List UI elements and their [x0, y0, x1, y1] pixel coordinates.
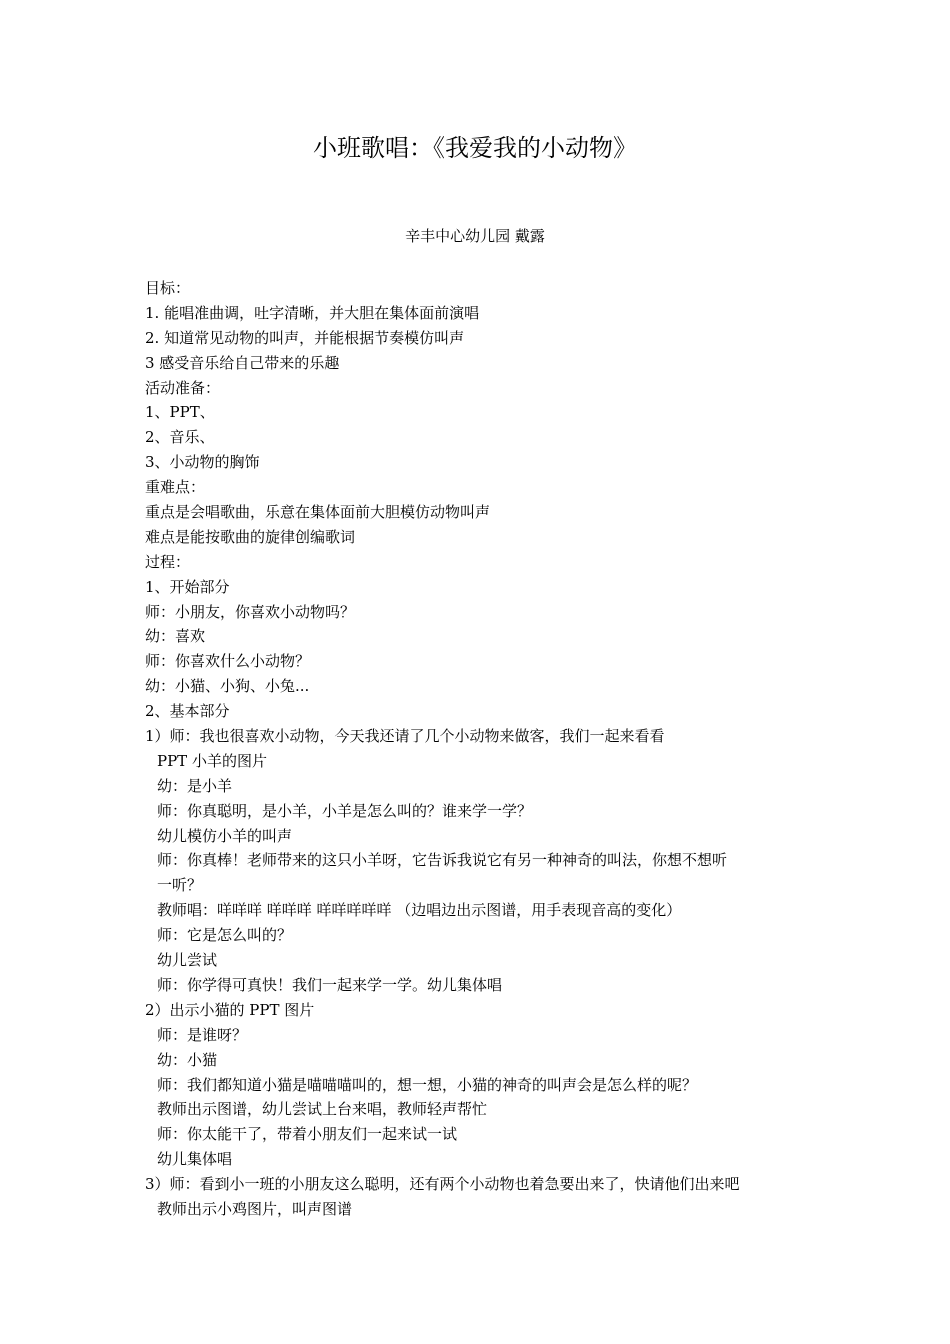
body-line: 2、音乐、	[145, 428, 215, 447]
body-line: 师：我们都知道小猫是喵喵喵叫的，想一想，小猫的神奇的叫声会是怎么样的呢？	[157, 1075, 698, 1094]
body-line: 1、PPT、	[145, 403, 215, 422]
body-line: 师：是谁呀？	[157, 1025, 248, 1044]
body-line: 教师出示小鸡图片，叫声图谱	[157, 1199, 353, 1218]
body-line: 2）出示小猫的 PPT 图片	[145, 1000, 315, 1019]
body-line: 教师唱：咩咩咩 咩咩咩 咩咩咩咩咩 （边唱边出示图谱，用手表现音高的变化）	[157, 901, 682, 920]
body-line: 师：你喜欢什么小动物？	[145, 652, 311, 671]
body-line: 一听？	[157, 876, 203, 895]
body-line: 幼儿模仿小羊的叫声	[157, 826, 293, 845]
body-line: 目标：	[145, 279, 191, 297]
body-line: 1. 能唱准曲调，吐字清晰，并大胆在集体面前演唱	[145, 303, 480, 322]
document-body	[145, 276, 825, 1222]
document-author: 辛丰中心幼儿园 戴露	[405, 227, 545, 245]
body-line: 重点是会唱歌曲，乐意在集体面前大胆模仿动物叫声	[145, 503, 491, 522]
body-line: PPT 小羊的图片	[157, 751, 267, 770]
body-line: 幼：小猫	[157, 1050, 218, 1069]
body-line: 幼儿集体唱	[157, 1150, 233, 1169]
body-line: 2. 知道常见动物的叫声，并能根据节奏模仿叫声	[145, 328, 465, 347]
body-line: 活动准备：	[145, 378, 221, 397]
body-line: 师：你真聪明，是小羊，小羊是怎么叫的？谁来学一学？	[157, 801, 533, 820]
body-line: 幼儿尝试	[157, 951, 218, 970]
body-line: 3）师：看到小一班的小朋友这么聪明，还有两个小动物也着急要出来了，快请他们出来吧	[145, 1175, 740, 1194]
body-line: 重难点：	[145, 478, 206, 497]
body-line: 师：它是怎么叫的？	[157, 926, 293, 945]
body-line: 师：你真棒！老师带来的这只小羊呀，它告诉我说它有另一种神奇的叫法，你想不想听	[157, 851, 728, 870]
body-line: 2、基本部分	[145, 702, 230, 721]
body-line: 师：小朋友，你喜欢小动物吗？	[145, 602, 356, 621]
body-line: 3、小动物的胸饰	[145, 453, 260, 472]
body-line: 幼：小猫、小狗、小兔...	[145, 677, 310, 696]
body-line: 1、开始部分	[145, 577, 230, 596]
document-title: 小班歌唱：《我爱我的小动物》	[313, 134, 637, 162]
body-line: 师：你太能干了，带着小朋友们一起来试一试	[157, 1125, 458, 1144]
body-line: 过程：	[145, 552, 191, 571]
body-line: 难点是能按歌曲的旋律创编歌词	[145, 527, 356, 546]
body-line: 3 感受音乐给自己带来的乐趣	[145, 353, 340, 372]
body-line: 1）师：我也很喜欢小动物，今天我还请了几个小动物来做客，我们一起来看看	[145, 727, 665, 746]
body-line: 师：你学得可真快！我们一起来学一学。幼儿集体唱	[157, 975, 503, 994]
body-line: 幼：是小羊	[157, 776, 233, 795]
body-line: 幼：喜欢	[145, 627, 206, 646]
body-line: 教师出示图谱，幼儿尝试上台来唱，教师轻声帮忙	[157, 1100, 488, 1119]
